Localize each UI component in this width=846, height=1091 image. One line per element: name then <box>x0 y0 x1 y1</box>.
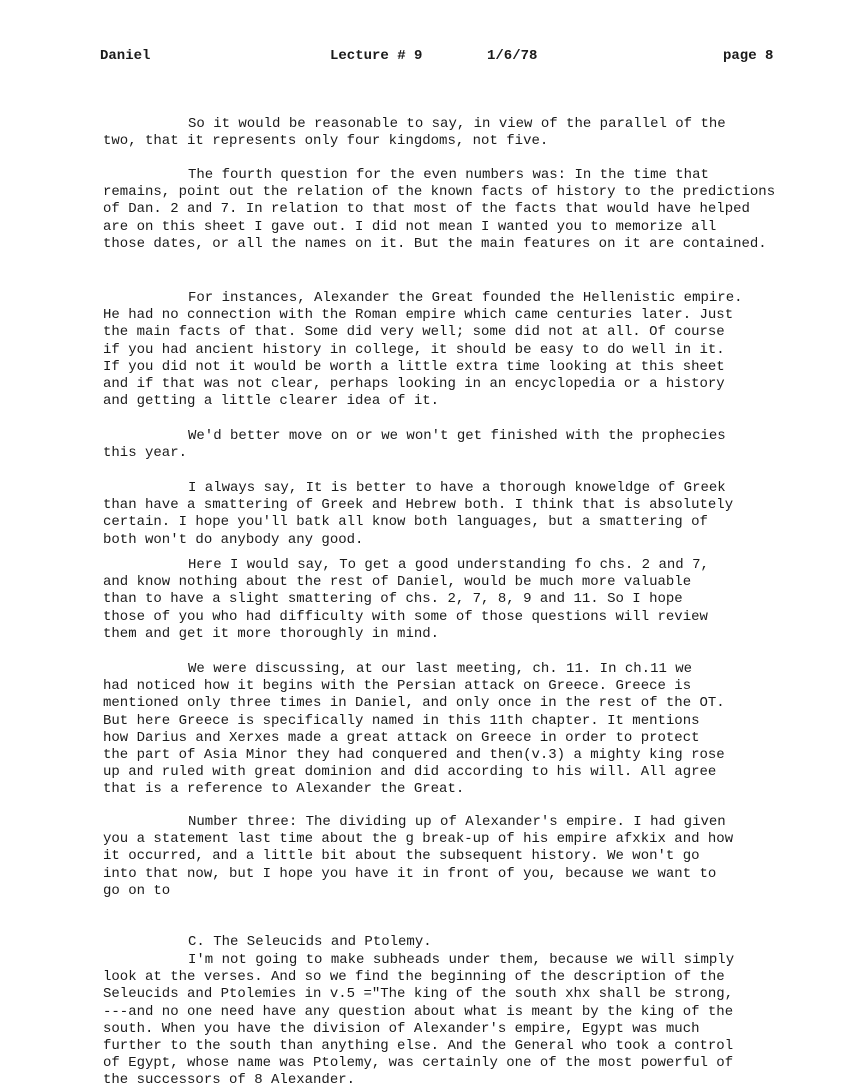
text-line: south. When you have the division of Alexander's empire, Egypt was much <box>103 1020 700 1037</box>
text-line: it occurred, and a little bit about the subsequent history. We won't go <box>103 848 700 865</box>
text-line: had noticed how it begins with the Persian attack on Greece. Greece is <box>103 678 692 695</box>
text-line: Here I would say, To get a good understanding fo chs. 2 and 7, <box>188 557 709 573</box>
text-line: I always say, It is better to have a thorough knoweldge of Greek <box>188 480 726 496</box>
paragraph <box>103 661 725 799</box>
text-line: remains, point out the relation of the known facts of history to the predictions <box>103 184 776 201</box>
text-line: If you did not it would be worth a little extra time looking at this sheet <box>103 358 725 375</box>
text-line: We were discussing, at our last meeting, ch. 11. In ch.11 we <box>188 661 693 677</box>
paragraph <box>103 167 775 253</box>
text-line: those of you who had difficulty with some of those questions will review <box>103 608 708 625</box>
paragraph <box>103 934 432 951</box>
text-line: two, that it represents only four kingdoms, not five. <box>103 133 549 150</box>
text-line: certain. I hope you'll batk all know both languages, but a smattering of <box>103 514 708 531</box>
text-line: ---and no one need have any question about what is meant by the king of the <box>103 1003 734 1020</box>
text-line: are on this sheet I gave out. I did not mean I wanted you to memorize all <box>103 218 717 235</box>
text-line: mentioned only three times in Daniel, and only once in the rest of the OT. <box>103 695 725 712</box>
paragraph <box>103 428 726 462</box>
header-lecture: Lecture # 9 <box>330 48 423 64</box>
text-line: Seleucids and Ptolemies in v.5 ="The king of the south xhx shall be strong, <box>103 986 734 1003</box>
text-line: those dates, or all the names on it. But the main features on it are contained. <box>103 235 767 252</box>
text-line: than to have a slight smattering of chs. 2, 7, 8, 9 and 11. So I hope <box>103 591 683 608</box>
text-line: He had no connection with the Roman empire which came centuries later. Just <box>103 307 734 324</box>
text-line: So it would be reasonable to say, in view of the parallel of the <box>188 116 726 132</box>
text-line: that is a reference to Alexander the Great. <box>103 781 465 798</box>
paragraph <box>103 952 734 1090</box>
text-line: into that now, but I hope you have it in front of you, because we want to <box>103 865 717 882</box>
text-line: go on to <box>103 882 171 899</box>
text-line: But here Greece is specifically named in this 11th chapter. It mentions <box>103 712 700 729</box>
text-line: of Egypt, whose name was Ptolemy, was certainly one of the most powerful of <box>103 1055 734 1072</box>
text-line: look at the verses. And so we find the beginning of the description of the <box>103 969 725 986</box>
text-line: up and ruled with great dominion and did according to his will. All agree <box>103 764 717 781</box>
paragraph <box>103 116 726 150</box>
paragraph <box>103 480 733 549</box>
paragraph <box>103 814 733 900</box>
text-line: you a statement last time about the g break-up of his empire afxkix and how <box>103 831 734 848</box>
header-date: 1/6/78 <box>487 48 538 64</box>
text-line: and if that was not clear, perhaps looking in an encyclopedia or a history <box>103 375 725 392</box>
text-line: further to the south than anything else. And the General who took a control <box>103 1037 734 1054</box>
text-line: and know nothing about the rest of Daniel, would be much more valuable <box>103 574 692 591</box>
paragraph <box>103 557 709 643</box>
text-line: of Dan. 2 and 7. In relation to that most of the facts that would have helped <box>103 201 750 218</box>
text-line: We'd better move on or we won't get finished with the prophecies <box>188 428 726 444</box>
text-line: how Darius and Xerxes made a great attack on Greece in order to protect <box>103 729 700 746</box>
text-line: C. The Seleucids and Ptolemy. <box>188 934 432 950</box>
text-line: For instances, Alexander the Great founded the Hellenistic empire. <box>188 290 743 306</box>
text-line: the successors of 8 Alexander. <box>103 1072 356 1089</box>
text-line: the main facts of that. Some did very well; some did not at all. Of course <box>103 324 725 341</box>
text-line: I'm not going to make subheads under them, because we will simply <box>188 952 735 968</box>
text-line: the part of Asia Minor they had conquered and then(v.3) a mighty king rose <box>103 746 725 763</box>
paragraph <box>103 290 743 410</box>
text-line: them and get it more thoroughly in mind. <box>103 625 440 642</box>
text-line: than have a smattering of Greek and Hebrew both. I think that is absolutely <box>103 497 734 514</box>
text-line: both won't do anybody any good. <box>103 531 364 548</box>
text-line: The fourth question for the even numbers was: In the time that <box>188 167 709 183</box>
text-line: if you had ancient history in college, it should be easy to do well in it. <box>103 341 725 358</box>
text-line: and getting a little clearer idea of it. <box>103 393 440 410</box>
text-line: this year. <box>103 445 188 462</box>
header-page-number: page 8 <box>723 48 774 64</box>
header-title: Daniel <box>100 48 151 64</box>
text-line: Number three: The dividing up of Alexander's empire. I had given <box>188 814 726 830</box>
